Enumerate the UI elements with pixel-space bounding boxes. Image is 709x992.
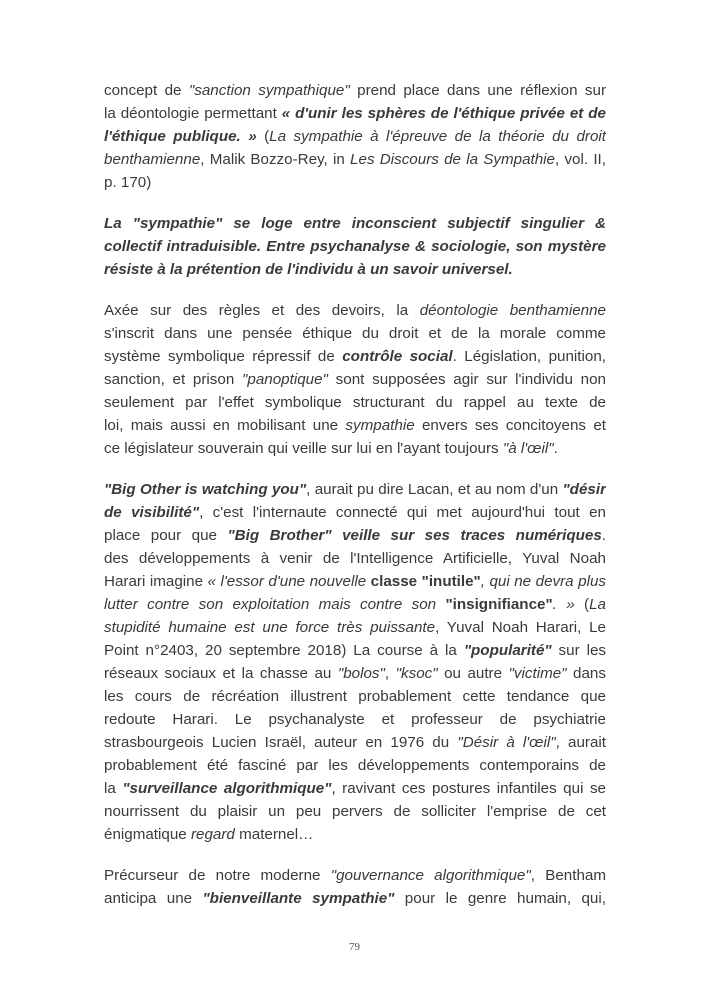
emphasized-text: "panoptique"	[242, 371, 328, 388]
text-line	[104, 777, 606, 800]
text-run: s'inscrit dans une pensée éthique du droit et de la morale comme	[104, 325, 606, 342]
text-run: loi, mais aussi en mobilisant une	[104, 417, 346, 434]
text-run: Axée sur des règles et des devoirs, la	[104, 302, 420, 319]
text-run: Harari imagine	[104, 573, 208, 590]
emphasized-text: "ksoc"	[395, 665, 438, 682]
text-run: redoute Harari. Le psychanalyste et professeur de psychiatrie	[104, 711, 606, 728]
text-run: pour le genre humain, qui,	[394, 890, 606, 907]
text-line	[104, 322, 606, 345]
text-run: ,	[384, 665, 396, 682]
text-run: système symbolique répressif de	[104, 348, 343, 365]
emphasized-text: "Big Other is watching you"	[104, 481, 307, 498]
emphasized-text: La "sympathie" se loge entre inconscient subjectif singulier &	[104, 215, 606, 232]
text-run: sur les	[551, 642, 606, 659]
text-line	[104, 258, 606, 281]
text-run: , aurait pu dire Lacan, et au nom d'un	[306, 481, 563, 498]
emphasized-text: "popularité"	[463, 642, 552, 659]
paragraph	[104, 212, 606, 281]
text-line	[104, 212, 606, 235]
emphasized-text: . »	[552, 596, 575, 613]
text-run: , Yuval Noah Harari, Le	[435, 619, 606, 636]
text-run: ou autre	[437, 665, 509, 682]
emphasized-text: "gouvernance algorithmique"	[330, 867, 531, 884]
emphasized-text: "à l'œil"	[502, 440, 554, 457]
text-line	[104, 501, 606, 524]
text-run: , aurait	[555, 734, 606, 751]
text-line	[104, 570, 606, 593]
text-run: , c'est l'internaute connecté qui met aujourd'hui tout en	[199, 504, 606, 521]
text-line	[104, 79, 606, 102]
text-run: la déontologie permettant	[104, 105, 282, 122]
text-line	[104, 345, 606, 368]
text-run: probablement été fasciné par les développements contemporains de	[104, 757, 606, 774]
text-line	[104, 414, 606, 437]
paragraph	[104, 864, 606, 910]
text-line	[104, 662, 606, 685]
text-line	[104, 524, 606, 547]
paragraph	[104, 299, 606, 460]
text-run: sanction, et prison	[104, 371, 242, 388]
text-run: dans	[566, 665, 606, 682]
emphasized-text: l'éthique publique. »	[104, 128, 257, 145]
emphasized-text: "Big Brother" veille sur ses traces numériques	[227, 527, 602, 544]
emphasized-text: Les Discours de la Sympathie	[350, 151, 556, 168]
emphasized-text: « d'unir les sphères de l'éthique privée et de	[281, 105, 606, 122]
text-run: , ravivant ces postures infantiles qui se	[331, 780, 606, 797]
text-line	[104, 391, 606, 414]
text-run: réseaux sociaux et la chasse au	[104, 665, 338, 682]
text-run: seulement par l'effet symbolique structurant du rappel au texte de	[104, 394, 606, 411]
text-run: p. 170)	[104, 174, 152, 191]
text-run: .	[601, 527, 606, 544]
emphasized-text: "sanction sympathique"	[188, 82, 350, 99]
text-run: nourrissent du plaisir un peu pervers de solliciter l'emprise de cet	[104, 803, 606, 820]
text-run: (	[574, 596, 590, 613]
emphasized-text: sympathie	[345, 417, 415, 434]
text-line	[104, 102, 606, 125]
emphasized-text: collectif intraduisible. Entre psychanalyse & sociologie, son mystère	[104, 238, 606, 255]
text-line	[104, 125, 606, 148]
text-run: , Malik Bozzo-Rey, in	[200, 151, 351, 168]
emphasized-text: classe "inutile"	[370, 573, 481, 590]
emphasized-text: "victime"	[508, 665, 567, 682]
text-line	[104, 685, 606, 708]
emphasized-text: "désir	[562, 481, 606, 498]
emphasized-text: La	[589, 596, 606, 613]
text-line	[104, 731, 606, 754]
text-run: concept de	[104, 82, 189, 99]
emphasized-text: lutter contre son exploitation mais contre son	[104, 596, 446, 613]
text-line	[104, 754, 606, 777]
text-run: (	[256, 128, 270, 145]
emphasized-text: "insignifiance"	[445, 596, 553, 613]
text-run: strasbourgeois Lucien Israël, auteur en 1976 du	[104, 734, 458, 751]
text-line	[104, 887, 606, 910]
emphasized-text: "bienveillante sympathie"	[202, 890, 395, 907]
text-line	[104, 708, 606, 731]
paragraph	[104, 79, 606, 194]
page-number: 79	[349, 941, 360, 953]
text-run: anticipa une	[104, 890, 203, 907]
text-run: les cours de récréation illustrent probablement cette tendance que	[104, 688, 606, 705]
emphasized-text: regard	[190, 826, 235, 843]
text-line	[104, 800, 606, 823]
text-run: envers ses concitoyens et	[414, 417, 606, 434]
text-line	[104, 616, 606, 639]
text-line	[104, 148, 606, 171]
text-run: place pour que	[104, 527, 228, 544]
text-run: .	[553, 440, 558, 457]
paragraph	[104, 478, 606, 846]
emphasized-text: , qui ne devra plus	[480, 573, 606, 590]
text-line	[104, 299, 606, 322]
text-run: , vol. II,	[555, 151, 606, 168]
text-line	[104, 864, 606, 887]
text-run: prend place dans une réflexion sur	[349, 82, 606, 99]
text-line	[104, 478, 606, 501]
text-run: ce législateur souverain qui veille sur lui en l'ayant toujours	[104, 440, 503, 457]
text-run: . Législation, punition,	[452, 348, 606, 365]
document-body	[104, 79, 606, 928]
text-run: , Bentham	[530, 867, 606, 884]
text-line	[104, 437, 606, 460]
emphasized-text: La sympathie à l'épreuve de la théorie du droit	[269, 128, 606, 145]
text-line	[104, 171, 606, 194]
text-run: Point n°2403, 20 septembre 2018) La course à la	[104, 642, 464, 659]
text-run: énigmatique	[104, 826, 191, 843]
emphasized-text: "Désir à l'œil"	[457, 734, 556, 751]
emphasized-text: de visibilité"	[104, 504, 200, 521]
emphasized-text: contrôle social	[342, 348, 453, 365]
text-run: des développements à venir de l'Intelligence Artificielle, Yuval Noah	[104, 550, 606, 567]
emphasized-text: "surveillance algorithmique"	[122, 780, 332, 797]
emphasized-text: « l'essor d'une nouvelle	[207, 573, 371, 590]
emphasized-text: résiste à la prétention de l'individu à un savoir universel.	[104, 261, 513, 278]
text-run: maternel…	[234, 826, 314, 843]
text-line	[104, 547, 606, 570]
emphasized-text: déontologie benthamienne	[419, 302, 606, 319]
emphasized-text: "bolos"	[337, 665, 385, 682]
text-line	[104, 823, 606, 846]
text-line	[104, 593, 606, 616]
text-run: sont supposées agir sur l'individu non	[327, 371, 606, 388]
text-line	[104, 368, 606, 391]
emphasized-text: benthamienne	[104, 151, 201, 168]
text-run: la	[104, 780, 123, 797]
text-line	[104, 639, 606, 662]
emphasized-text: stupidité humaine est une force très puissante	[104, 619, 436, 636]
text-run: Précurseur de notre moderne	[104, 867, 331, 884]
text-line	[104, 235, 606, 258]
